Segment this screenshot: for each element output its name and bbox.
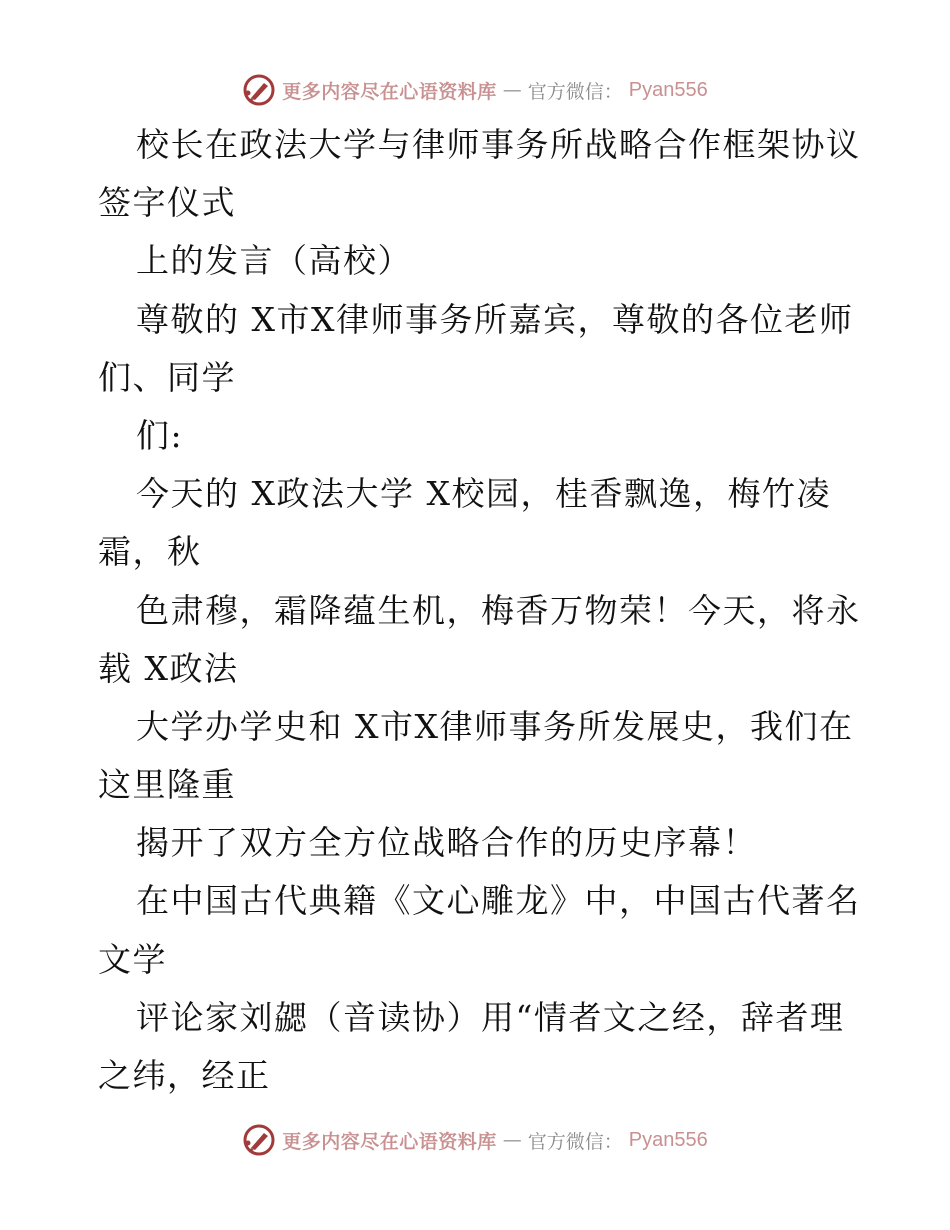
- watermark-wechat-id: Pyan556: [628, 78, 708, 101]
- text-line: 们:: [136, 415, 184, 455]
- text-line: 色肃穆，霜降蕴生机，梅香万物荣！今天，将永: [136, 590, 861, 630]
- watermark-separator: —: [502, 79, 522, 101]
- watermark-separator: —: [502, 1129, 522, 1151]
- text-line: 在中国古代典籍《文心雕龙》中，中国古代著名: [136, 881, 861, 921]
- text-line: 霜，秋: [98, 532, 202, 572]
- text-line: 评论家刘勰（音读协）用“情者文之经，辞者理: [136, 997, 845, 1037]
- text-line: 文学: [98, 939, 167, 979]
- text-line: 之纬，经正: [98, 1056, 271, 1095]
- pen-logo-icon: [242, 1123, 276, 1157]
- text-line: 今天的 X政法大学 X校园，桂香飘逸，梅竹凌: [136, 474, 831, 514]
- footer-watermark: [0, 1120, 950, 1160]
- text-line: 大学办学史和 X市X律师事务所发展史，我们在: [136, 706, 854, 746]
- text-line: 揭开了双方全方位战略合作的历史序幕！: [136, 823, 757, 863]
- text-line: 校长在政法大学与律师事务所战略合作框架协议: [136, 125, 861, 164]
- text-line: 签字仪式: [98, 183, 236, 223]
- text-line: 载 X政法: [98, 648, 239, 688]
- document-body: [98, 116, 868, 1105]
- pen-logo-icon: [242, 73, 276, 107]
- text-line: 尊敬的 X市X律师事务所嘉宾，尊敬的各位老师: [136, 299, 854, 339]
- header-watermark: [0, 70, 950, 110]
- watermark-wechat-label: 官方微信：: [527, 80, 623, 103]
- watermark-main-text: 更多内容尽在心语资料库: [282, 80, 497, 103]
- watermark-wechat-label: 官方微信：: [527, 1130, 623, 1153]
- watermark-wechat-id: Pyan556: [628, 1128, 708, 1151]
- text-line: 们、同学: [98, 357, 236, 397]
- text-line: 这里隆重: [98, 765, 236, 805]
- watermark-main-text: 更多内容尽在心语资料库: [282, 1130, 497, 1153]
- text-line: 上的发言（高校）: [136, 241, 412, 281]
